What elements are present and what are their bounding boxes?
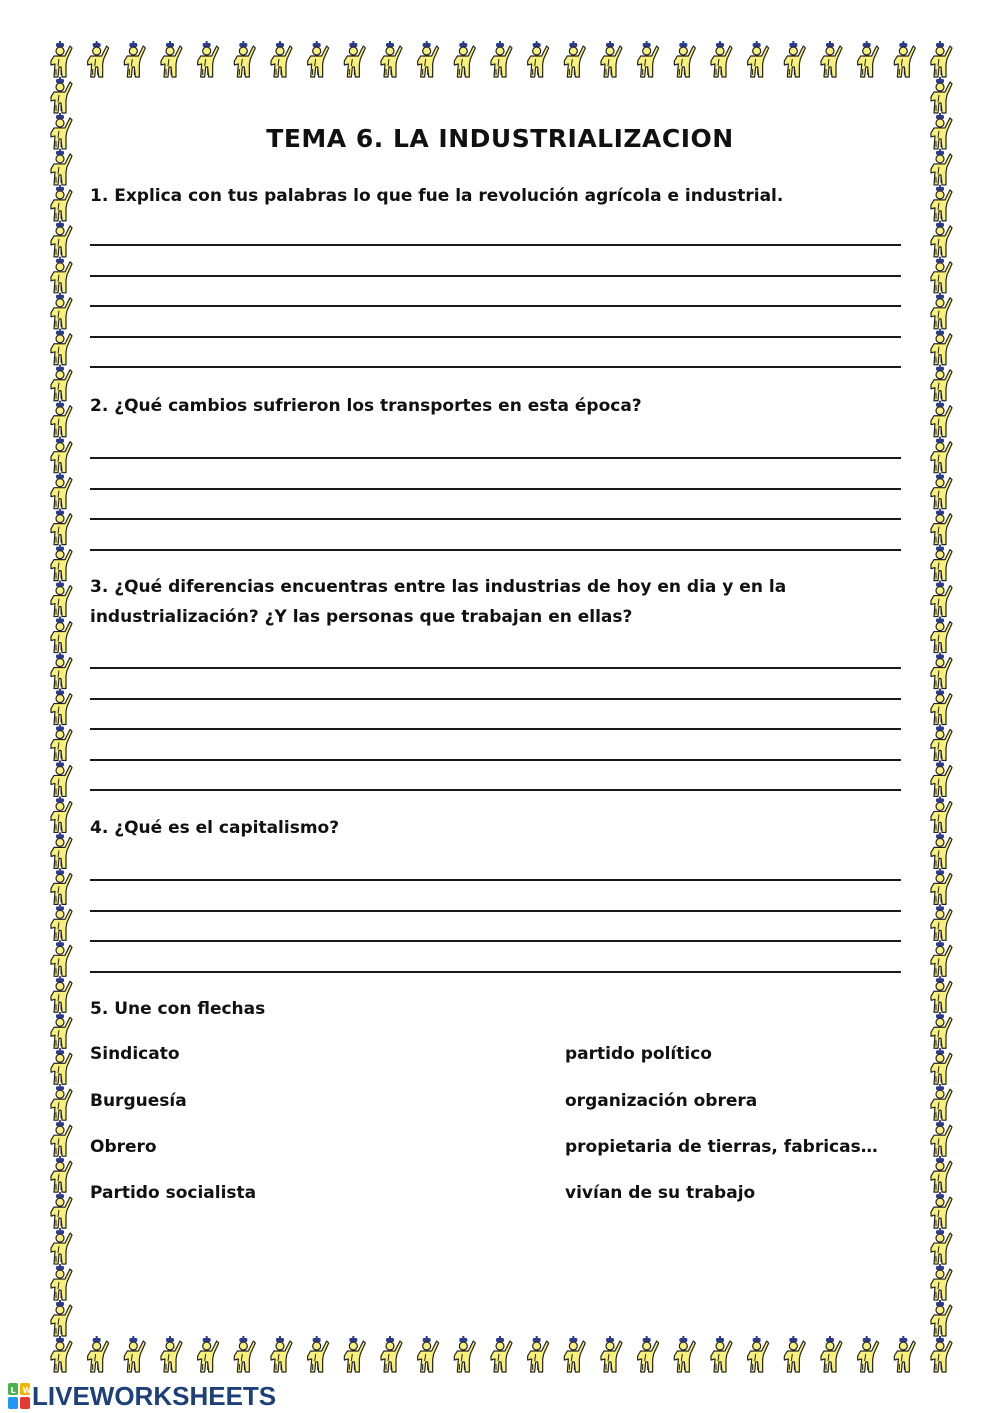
figure-icon (51, 365, 72, 401)
figure-icon (931, 437, 952, 473)
figure-icon (931, 1228, 952, 1264)
question-4-text: 4. ¿Qué es el capitalismo? (90, 818, 340, 838)
question-2-text: 2. ¿Qué cambios sufrieron los transportes en esta época? (90, 396, 642, 416)
figure-icon (51, 1048, 72, 1084)
question-5 (90, 994, 910, 1024)
figure-icon (198, 1336, 219, 1372)
figure-icon (931, 1264, 952, 1300)
figure-icon (931, 221, 952, 257)
answer-line[interactable] (90, 698, 901, 700)
figure-icon (51, 1336, 72, 1372)
question-3-text-line-1: 3. ¿Qué diferencias encuentras entre las industrias de hoy en dia y en la (90, 577, 787, 597)
question-3 (90, 572, 910, 632)
figure-icon (931, 257, 952, 293)
figure-icon (51, 149, 72, 185)
figure-icon (51, 437, 72, 473)
figure-icon (308, 1336, 329, 1372)
figure-icon (858, 41, 879, 77)
svg-text:L: L (10, 1386, 16, 1395)
figure-icon (931, 868, 952, 904)
figure-icon (931, 185, 952, 221)
figure-icon (931, 832, 952, 868)
question-4 (90, 813, 910, 843)
answer-line[interactable] (90, 910, 901, 912)
figure-icon (308, 41, 329, 77)
figure-icon (51, 77, 72, 113)
figure-icon (931, 689, 952, 725)
figure-icon (51, 868, 72, 904)
figure-icon (931, 149, 952, 185)
figure-icon (381, 1336, 402, 1372)
figure-icon (51, 581, 72, 617)
figure-icon (454, 1336, 475, 1372)
figure-icon (784, 41, 805, 77)
liveworksheets-logo[interactable] (8, 1379, 276, 1413)
figure-icon (454, 41, 475, 77)
figure-icon (51, 1156, 72, 1192)
figure-icon (638, 41, 659, 77)
question-2 (90, 391, 910, 421)
page-title: TEMA 6. LA INDUSTRIALIZACION (266, 124, 734, 153)
figure-icon (931, 545, 952, 581)
figure-icon (528, 41, 549, 77)
question-5-text: 5. Une con flechas (90, 999, 266, 1019)
figure-icon (931, 653, 952, 689)
figure-icon (344, 41, 365, 77)
answer-line[interactable] (90, 667, 901, 669)
figure-icon (931, 329, 952, 365)
figure-icon (51, 617, 72, 653)
figure-icon (564, 41, 585, 77)
figure-icon (234, 1336, 255, 1372)
figure-icon (748, 41, 769, 77)
figure-icon (931, 365, 952, 401)
figure-icon (894, 41, 915, 77)
answer-line[interactable] (90, 336, 901, 338)
figure-icon (51, 545, 72, 581)
match-right-item[interactable]: organización obrera (565, 1091, 758, 1111)
figure-icon (564, 1336, 585, 1372)
answer-line[interactable] (90, 728, 901, 730)
figure-icon (821, 1336, 842, 1372)
figure-icon (51, 832, 72, 868)
figure-icon (88, 1336, 109, 1372)
figure-icon (931, 1012, 952, 1048)
figure-icon (51, 1228, 72, 1264)
figure-icon (931, 581, 952, 617)
figure-icon (51, 185, 72, 221)
figure-icon (674, 41, 695, 77)
figure-icon (124, 41, 145, 77)
figure-icon (931, 41, 952, 77)
answer-line[interactable] (90, 940, 901, 942)
figure-icon (931, 293, 952, 329)
figure-icon (601, 1336, 622, 1372)
answer-line[interactable] (90, 518, 901, 520)
answer-line[interactable] (90, 366, 901, 368)
figure-icon (51, 796, 72, 832)
figure-icon (491, 41, 512, 77)
figure-icon (51, 1120, 72, 1156)
figure-icon (51, 509, 72, 545)
match-right-item[interactable]: propietaria de tierras, fabricas… (565, 1137, 878, 1157)
answer-line[interactable] (90, 971, 901, 973)
answer-line[interactable] (90, 879, 901, 881)
figure-icon (601, 41, 622, 77)
svg-text:W: W (22, 1386, 32, 1395)
figure-icon (51, 293, 72, 329)
figure-icon (894, 1336, 915, 1372)
answer-line[interactable] (90, 488, 901, 490)
figure-icon (51, 1012, 72, 1048)
figure-icon (638, 1336, 659, 1372)
figure-icon (51, 904, 72, 940)
match-right-item[interactable]: vivían de su trabajo (565, 1183, 756, 1203)
match-left-item[interactable]: Sindicato (90, 1044, 180, 1064)
figure-icon (931, 1156, 952, 1192)
figure-icon (51, 257, 72, 293)
figure-icon (784, 1336, 805, 1372)
figure-icon (198, 41, 219, 77)
figure-icon (161, 41, 182, 77)
figure-icon (931, 904, 952, 940)
figure-icon (51, 653, 72, 689)
figure-icon (931, 1048, 952, 1084)
figure-icon (344, 1336, 365, 1372)
figure-icon (381, 41, 402, 77)
figure-icon (51, 1264, 72, 1300)
figure-icon (931, 509, 952, 545)
answer-line[interactable] (90, 789, 901, 791)
figure-icon (711, 41, 732, 77)
figure-icon (418, 1336, 439, 1372)
match-right-item[interactable]: partido político (565, 1044, 712, 1064)
figure-icon (931, 1192, 952, 1228)
figure-icon (51, 724, 72, 760)
figure-icon (51, 1084, 72, 1120)
figure-icon (51, 1300, 72, 1336)
figure-icon (748, 1336, 769, 1372)
figure-icon (528, 1336, 549, 1372)
figure-icon (931, 1300, 952, 1336)
figure-icon (711, 1336, 732, 1372)
question-3-text-line-2: industrialización? ¿Y las personas que trabajan en ellas? (90, 607, 633, 627)
match-left-item[interactable]: Burguesía (90, 1091, 187, 1111)
figure-icon (88, 41, 109, 77)
figure-icon (271, 1336, 292, 1372)
figure-icon (51, 760, 72, 796)
match-left-item[interactable]: Obrero (90, 1137, 157, 1157)
figure-icon (51, 329, 72, 365)
figure-icon (821, 41, 842, 77)
answer-line[interactable] (90, 275, 901, 277)
figure-icon (858, 1336, 879, 1372)
answer-line[interactable] (90, 759, 901, 761)
figure-icon (51, 689, 72, 725)
question-1-text: 1. Explica con tus palabras lo que fue la revolución agrícola e industrial. (90, 186, 784, 206)
figure-icon (124, 1336, 145, 1372)
figure-icon (931, 976, 952, 1012)
figure-icon (51, 940, 72, 976)
question-1 (90, 181, 910, 211)
figure-icon (51, 41, 72, 77)
figure-icon (931, 77, 952, 113)
figure-icon (51, 221, 72, 257)
figure-icon (931, 1336, 952, 1372)
figure-icon (931, 1084, 952, 1120)
figure-icon (51, 976, 72, 1012)
figure-icon (491, 1336, 512, 1372)
answer-line[interactable] (90, 244, 901, 246)
answer-line[interactable] (90, 305, 901, 307)
figure-icon (931, 617, 952, 653)
match-left-item[interactable]: Partido socialista (90, 1183, 257, 1203)
logo-text: LIVEWORKSHEETS (32, 1380, 277, 1411)
figure-icon (234, 41, 255, 77)
figure-icon (931, 473, 952, 509)
figure-icon (931, 1120, 952, 1156)
figure-icon (931, 724, 952, 760)
figure-icon (51, 401, 72, 437)
figure-icon (931, 401, 952, 437)
figure-icon (674, 1336, 695, 1372)
figure-icon (271, 41, 292, 77)
figure-icon (161, 1336, 182, 1372)
figure-icon (51, 473, 72, 509)
figure-icon (418, 41, 439, 77)
liveworksheets-logo-mark-icon (8, 1383, 30, 1409)
figure-icon (51, 1192, 72, 1228)
answer-line[interactable] (90, 457, 901, 459)
figure-icon (931, 796, 952, 832)
figure-icon (931, 940, 952, 976)
figure-icon (931, 760, 952, 796)
answer-line[interactable] (90, 549, 901, 551)
